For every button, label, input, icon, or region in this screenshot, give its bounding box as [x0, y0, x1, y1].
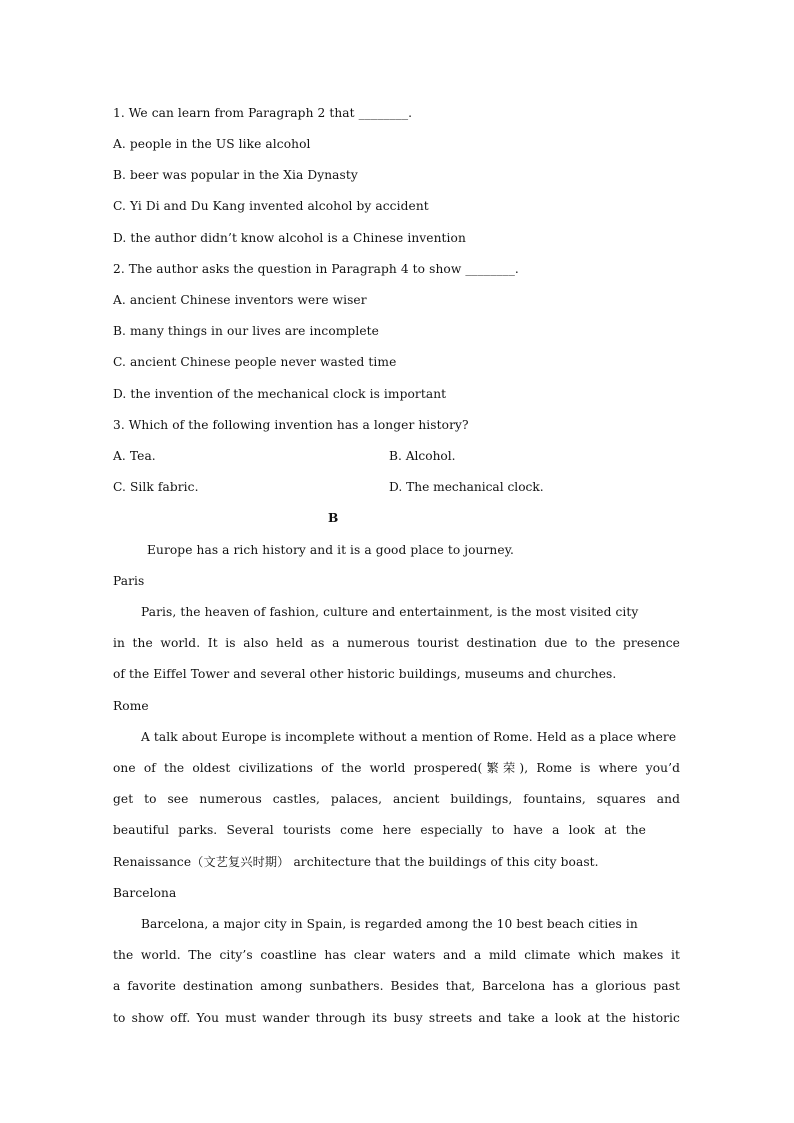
question-1-option-a: A. people in the US like alcohol — [113, 137, 311, 151]
barcelona-line-1: Barcelona, a major city in Spain, is regarded among the 10 best beach cities in — [141, 917, 638, 931]
question-3-option-d: D. The mechanical clock. — [389, 480, 544, 494]
section-b-intro: Europe has a rich history and it is a good place to journey. — [147, 543, 515, 557]
paris-line-1: Paris, the heaven of fashion, culture and entertainment, is the most visited city — [141, 605, 639, 619]
rome-line-1: A talk about Europe is incomplete without a mention of Rome. Held as a place where — [141, 730, 677, 744]
question-2-option-b: B. many things in our lives are incomplete — [113, 324, 379, 338]
question-2-stem: 2. The author asks the question in Paragraph 4 to show ________. — [113, 262, 519, 276]
question-2-option-c: C. ancient Chinese people never wasted time — [113, 355, 397, 369]
question-3-option-a: A. Tea. — [113, 449, 156, 463]
paris-line-2: in the world. It is also held as a numerous tourist destination due to the presence — [113, 636, 680, 650]
question-3-option-c: C. Silk fabric. — [113, 480, 199, 494]
rome-line-2: one of the oldest civilizations of the world prospered(繁荣), Rome is where you’d — [113, 761, 680, 775]
question-1-option-d: D. the author didn’t know alcohol is a Chinese invention — [113, 231, 466, 245]
rome-line-4: beautiful parks. Several tourists come here especially to have a look at the — [113, 823, 646, 837]
question-1-option-b: B. beer was popular in the Xia Dynasty — [113, 168, 358, 182]
question-3-stem: 3. Which of the following invention has a longer history? — [113, 418, 469, 432]
barcelona-line-4: to show off. You must wander through its busy streets and take a look at the historic — [113, 1011, 680, 1025]
rome-line-5: Renaissance（文艺复兴时期） architecture that the buildings of this city boast. — [113, 855, 599, 869]
barcelona-title: Barcelona — [113, 886, 177, 900]
barcelona-line-2: the world. The city’s coastline has clear waters and a mild climate which makes it — [113, 948, 680, 962]
question-1-stem: 1. We can learn from Paragraph 2 that ________. — [113, 106, 413, 120]
section-b-heading: B — [328, 511, 339, 525]
question-2-option-d: D. the invention of the mechanical clock is important — [113, 387, 447, 401]
rome-title: Rome — [113, 699, 149, 713]
paris-line-3: of the Eiffel Tower and several other historic buildings, museums and churches. — [113, 667, 617, 681]
question-3-option-b: B. Alcohol. — [389, 449, 456, 463]
paris-title: Paris — [113, 574, 145, 588]
rome-line-3: get to see numerous castles, palaces, ancient buildings, fountains, squares and — [113, 792, 680, 806]
question-1-option-c: C. Yi Di and Du Kang invented alcohol by accident — [113, 199, 429, 213]
barcelona-line-3: a favorite destination among sunbathers. Besides that, Barcelona has a glorious past — [113, 979, 680, 993]
question-2-option-a: A. ancient Chinese inventors were wiser — [113, 293, 367, 307]
